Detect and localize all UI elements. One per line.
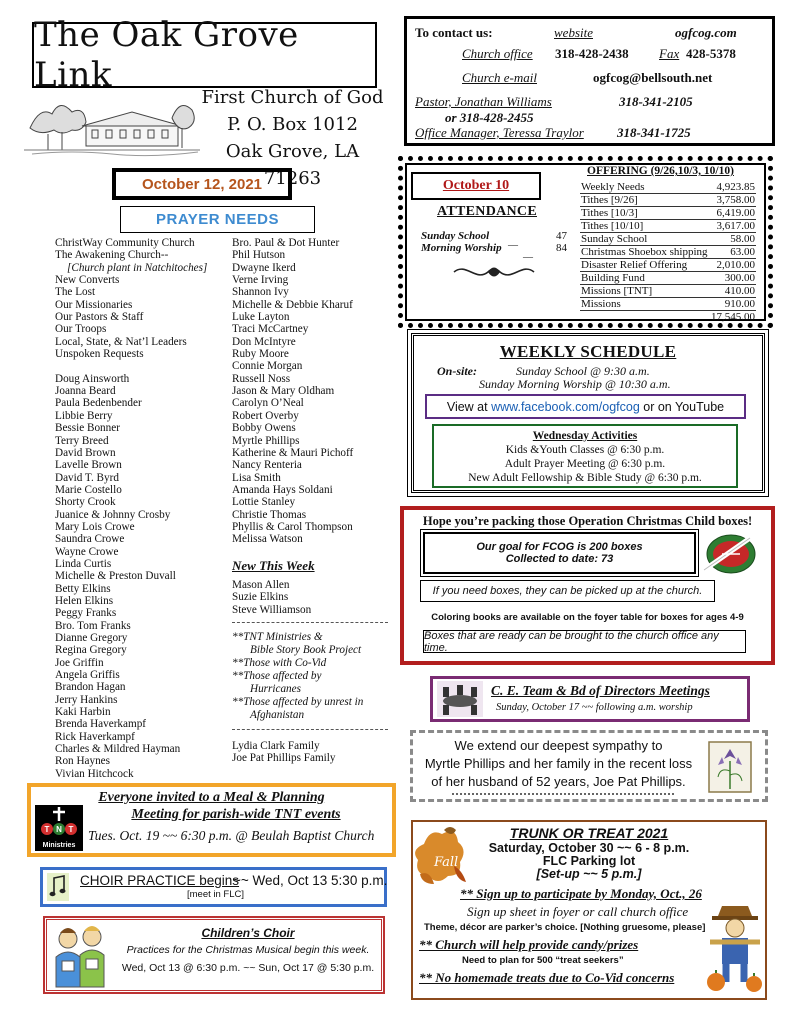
list-item: Lydia Clark Family <box>232 740 320 752</box>
choir-where: [meet in FLC] <box>187 889 245 900</box>
divider <box>452 793 674 795</box>
occ-pickup-box <box>420 580 715 602</box>
choir-title: CHOIR PRACTICE begins <box>80 873 240 888</box>
pastor-label: Pastor, Jonathan Williams <box>415 94 552 109</box>
offering-label: Weekly Needs <box>580 181 710 194</box>
shoebox-logo-icon <box>700 532 758 578</box>
prayer-notes <box>232 631 363 722</box>
prayer-list-item: Shannon Ivy <box>232 286 289 299</box>
prayer-list-item: Regina Gregory <box>55 644 127 657</box>
website-link[interactable]: website <box>554 25 593 40</box>
prayer-list-item: Our Troops <box>55 323 107 336</box>
choir-when: ~~ Wed, Oct 13 5:30 p.m. <box>233 873 388 888</box>
new-this-week-heading: New This Week <box>232 558 315 573</box>
prayer-list-item: Vivian Hitchcock <box>55 767 134 780</box>
prayer-list-item: Robert Overby <box>232 409 299 422</box>
offering-label: Christmas Shoebox shipping <box>580 246 710 259</box>
tnt-line1: Everyone invited to a Meal & Planning <box>98 790 325 805</box>
trunk-sheet: Sign up sheet in foyer or call church office <box>467 904 689 919</box>
office-manager-phone: 318-341-1725 <box>617 125 691 140</box>
logo-word: Ministries <box>42 842 76 849</box>
wednesday-activities-box <box>432 424 738 488</box>
prayer-list-item: Brenda Haverkampf <box>55 718 147 731</box>
prayer-list-item: The Awakening Church-- <box>55 249 169 262</box>
trunk-signup <box>460 886 702 902</box>
offering-row <box>580 220 756 233</box>
prayer-list-item: Jason & Mary Oldham <box>232 385 335 398</box>
offering-total-row <box>580 311 756 324</box>
offering-label: Tithes [10/10] <box>580 220 710 233</box>
prayer-list-item: Kaki Harbin <box>55 706 111 719</box>
childrens-choir-line: Practices for the Christmas Musical begin this week. <box>126 944 370 956</box>
tnt-line2: Meeting for parish-wide TNT events <box>131 807 341 822</box>
occ-goal: Our goal for FCOG is 200 boxes <box>476 541 643 553</box>
list-item: Bible Story Book Project <box>250 644 362 656</box>
offering-value: 6,419.00 <box>710 207 756 220</box>
view-suffix: or on YouTube <box>639 399 725 414</box>
prayer-list-item: Myrtle Phillips <box>232 434 300 447</box>
offering-value: 58.00 <box>710 233 756 246</box>
offering-value: 3,617.00 <box>710 220 756 233</box>
tnt-when: Tues. Oct. 19 ~~ 6:30 p.m. @ Beulah Baptist Church <box>88 828 375 843</box>
prayer-list-item: Marie Costello <box>55 483 122 496</box>
trunk-setup: [Set-up ~~ 5 p.m.] <box>536 867 642 881</box>
list-item: **Those affected by unrest in <box>232 696 364 708</box>
trunk-candy: ** Church will help provide candy/prizes <box>419 937 639 952</box>
facebook-box <box>425 394 746 419</box>
list-item: Joe Pat Phillips Family <box>232 752 336 765</box>
prayer-list-item: Bobby Owens <box>232 422 296 435</box>
attendance-label: Morning Worship <box>421 242 502 254</box>
trunk-signup-text: ** Sign up to participate by Monday, Oct., 26 <box>460 886 702 901</box>
prayer-list-item: ChristWay Community Church <box>55 237 195 249</box>
offering-label: Tithes [10/3] <box>580 207 710 220</box>
offering-label: Sunday School <box>580 233 710 246</box>
trunk-when: Saturday, October 30 ~~ 6 - 8 p.m. <box>488 841 690 855</box>
occ-coloring: Coloring books are available on the foyer table for boxes for ages 4-9 <box>431 612 744 623</box>
sympathy-line: Myrtle Phillips and her family in the recent loss <box>424 756 693 771</box>
offering-table <box>580 181 756 323</box>
prayer-list-item: Bro. Paul & Dot Hunter <box>232 237 340 249</box>
offering-row <box>580 285 756 298</box>
prayer-needs-heading: PRAYER NEEDS <box>156 211 279 228</box>
list-item: Afghanistan <box>250 709 305 721</box>
prayer-list-item: Katherine & Mauri Pichoff <box>232 446 354 459</box>
prayer-list-item: Carolyn O’Neal <box>232 397 304 410</box>
music-note-icon <box>47 873 69 901</box>
prayer-list-item: Christie Thomas <box>232 508 307 521</box>
prayer-list-item: Our Missionaries <box>55 298 133 311</box>
sympathy-message <box>416 737 701 791</box>
prayer-list-item: Juanice & Johnny Crosby <box>55 508 171 521</box>
attendance-label: Sunday School <box>421 230 490 242</box>
offering-total: 17,545.00 <box>711 311 755 323</box>
offering-label: Disaster Relief Offering <box>580 259 710 272</box>
prayer-list-item: Linda Curtis <box>55 557 112 570</box>
office-manager-label: Office Manager, Teressa Traylor <box>415 125 584 140</box>
church-office-phone: 318-428-2438 <box>555 46 629 61</box>
new-names-list <box>232 579 311 616</box>
meeting-table-icon <box>437 681 483 717</box>
logo-letter: N <box>56 825 62 834</box>
offering-label: Missions [TNT] <box>580 285 710 298</box>
prayer-list-item: Doug Ainsworth <box>55 372 130 385</box>
prayer-list-item: Mary Lois Crowe <box>55 520 135 533</box>
offering-value: 410.00 <box>710 285 756 298</box>
prayer-list-item: Dwayne Ikerd <box>232 261 296 274</box>
prayer-list-item: Connie Morgan <box>232 360 303 373</box>
offering-row <box>580 298 756 311</box>
dash: __ <box>523 248 533 259</box>
scarecrow-icon <box>704 902 766 994</box>
offering-label: Building Fund <box>580 272 710 285</box>
offering-value: 910.00 <box>710 298 756 311</box>
trunk-nohome: ** No homemade treats due to Co-Vid concerns <box>419 970 675 985</box>
offering-label: Tithes [9/26] <box>580 194 710 207</box>
list-item: **Those affected by <box>232 670 322 682</box>
prayer-list-item: Libbie Berry <box>55 409 113 422</box>
fax-label: Fax <box>659 46 680 61</box>
prayer-list-column-1 <box>55 237 230 780</box>
offering-label: Missions <box>580 298 710 311</box>
prayer-list-item: Russell Noss <box>232 372 291 385</box>
attendance-date: October 10 <box>442 178 510 193</box>
prayer-needs-heading-box <box>120 206 315 233</box>
ornament-flourish <box>452 262 536 282</box>
wednesday-item: New Adult Fellowship & Bible Study @ 6:30 p.m. <box>468 472 702 484</box>
prayer-list-item <box>55 360 230 372</box>
occ-dropoff-box <box>423 630 746 653</box>
wednesday-item: Kids &Youth Classes @ 6:30 p.m. <box>505 444 665 456</box>
offering-value: 300.00 <box>710 272 756 285</box>
prayer-list-item: Luke Layton <box>232 311 290 324</box>
list-item: Suzie Elkins <box>232 591 289 604</box>
lily-flower-icon <box>708 741 752 793</box>
prayer-list-item: Melissa Watson <box>232 533 303 546</box>
website-value: ogfcog.com <box>675 25 737 40</box>
prayer-list-item: Traci McCartney <box>232 323 309 336</box>
prayer-list-item: Terry Breed <box>55 434 109 447</box>
prayer-list-item: Don McIntyre <box>232 335 296 348</box>
wednesday-item: Adult Prayer Meeting @ 6:30 p.m. <box>504 458 666 470</box>
list-item: Mason Allen <box>232 579 290 591</box>
prayer-list-item: Peggy Franks <box>55 607 117 620</box>
prayer-list-item: Ron Haynes <box>55 755 110 768</box>
list-item: **Those with Co-Vid <box>232 657 327 669</box>
family-list <box>232 740 336 765</box>
prayer-list-item: Jerry Hankins <box>55 693 118 706</box>
contact-box <box>404 16 775 146</box>
prayer-list-item: New Converts <box>55 274 120 287</box>
prayer-list-item: Betty Elkins <box>55 582 111 595</box>
offering-row <box>580 194 756 207</box>
prayer-list-item: Nancy Renteria <box>232 459 302 472</box>
pastor-phone: 318-341-2105 <box>619 94 693 109</box>
sympathy-line: We extend our deepest sympathy to <box>454 738 663 753</box>
dash: __ <box>508 236 518 247</box>
trunk-plan: Need to plan for 500 “treat seekers” <box>462 955 624 966</box>
occ-collected: Collected to date: 73 <box>505 553 614 565</box>
issue-date-box <box>112 168 292 200</box>
prayer-list-item: Saundra Crowe <box>55 533 125 546</box>
ce-title: C. E. Team & Bd of Directors Meetings <box>491 683 710 698</box>
prayer-list-item: Shorty Crook <box>55 496 116 509</box>
prayer-list-item: Unspoken Requests <box>55 348 144 361</box>
occ-heading: Hope you’re packing those Operation Christmas Child boxes! <box>422 514 753 528</box>
prayer-list-item: Phyllis & Carol Thompson <box>232 520 353 533</box>
trunk-theme: Theme, décor are parker’s choice. [Nothing gruesome, please] <box>424 922 706 933</box>
prayer-list-item: Rick Haverkampf <box>55 730 135 743</box>
prayer-list-item: Lottie Stanley <box>232 496 296 509</box>
prayer-list-item: Ruby Moore <box>232 348 289 361</box>
prayer-list-item: Wayne Crowe <box>55 545 119 558</box>
list-item: Hurricanes <box>250 683 301 695</box>
prayer-list-column-2 <box>232 237 402 546</box>
address-line: P. O. Box 1012 <box>227 114 358 135</box>
prayer-list-item: Local, State, & Nat’l Leaders <box>55 335 187 348</box>
prayer-list-item: Verne Irving <box>232 274 289 287</box>
list-item: Steve Williamson <box>232 603 312 616</box>
prayer-list-item: Our Pastors & Staff <box>55 311 144 324</box>
attendance-value: 84 <box>556 242 567 254</box>
offering-value: 63.00 <box>710 246 756 259</box>
ce-when: Sunday, October 17 ~~ following a.m. worship <box>496 702 693 713</box>
divider <box>232 622 388 623</box>
childrens-choir-dates: Wed, Oct 13 @ 6:30 p.m. ~~ Sun, Oct 17 @ 5:30 p.m. <box>121 962 375 974</box>
prayer-list-item: Michelle & Debbie Kharuf <box>232 298 353 311</box>
weekly-schedule-heading: WEEKLY SCHEDULE <box>499 342 677 361</box>
prayer-list-item: The Lost <box>55 286 96 299</box>
offering-value: 2,010.00 <box>710 259 756 272</box>
attendance-value: 47 <box>556 230 567 242</box>
offering-row <box>580 181 756 194</box>
prayer-list-item: Joe Griffin <box>55 656 104 669</box>
prayer-list-item: David Brown <box>55 446 116 459</box>
offering-value: 4,923.85 <box>710 181 756 194</box>
divider <box>232 729 388 730</box>
offering-row <box>580 272 756 285</box>
prayer-list-item: Phil Hutson <box>232 249 286 262</box>
trunk-where: FLC Parking lot <box>542 854 636 868</box>
prayer-list-item: Paula Bedenbender <box>55 397 142 410</box>
prayer-list-item: Charles & Mildred Hayman <box>55 743 181 756</box>
view-prefix: View at <box>446 399 492 414</box>
offering-row <box>580 259 756 272</box>
prayer-list-item: Amanda Hays Soldani <box>232 483 333 496</box>
church-email-label: Church e-mail <box>462 70 537 85</box>
newsletter-title: The Oak Grove Link <box>34 15 299 95</box>
logo-letter: T <box>44 825 50 834</box>
schedule-line: Sunday Morning Worship @ 10:30 a.m. <box>479 377 671 391</box>
pastor-alt-phone: or 318-428-2455 <box>445 110 534 125</box>
attendance-date-box <box>411 172 541 200</box>
address-line: First Church of God <box>201 87 384 108</box>
sympathy-line: of her husband of 52 years, Joe Pat Phillips. <box>431 774 686 789</box>
offering-value: 3,758.00 <box>710 194 756 207</box>
attendance-heading: ATTENDANCE <box>437 204 537 219</box>
prayer-list-item: Joanna Beard <box>55 385 116 398</box>
prayer-list-item: [Church plant in Natchitoches] <box>67 261 208 274</box>
fall-word: Fall <box>434 855 459 870</box>
prayer-list-item: Michelle & Preston Duvall <box>55 570 176 583</box>
prayer-list-item: Lavelle Brown <box>55 459 122 472</box>
church-sketch-image <box>22 88 202 158</box>
logo-letter: T <box>68 825 74 834</box>
prayer-list-item: David T. Byrd <box>55 471 119 484</box>
occ-pickup: If you need boxes, they can be picked up at the church. <box>432 585 703 597</box>
wednesday-heading: Wednesday Activities <box>532 430 638 442</box>
tnt-ministries-logo <box>35 805 83 851</box>
prayer-list-item: Dianne Gregory <box>55 632 128 644</box>
schedule-line: Sunday School @ 9:30 a.m. <box>516 364 650 378</box>
prayer-list-item: Bessie Bonner <box>55 422 120 435</box>
issue-date: October 12, 2021 <box>141 175 263 193</box>
onsite-label: On-site: <box>437 364 477 378</box>
childrens-choir-title: Children’s Choir <box>201 926 295 940</box>
offering-heading: OFFERING (9/26,10/3, 10/10) <box>587 165 734 177</box>
masthead-title-box <box>32 15 377 95</box>
prayer-list-item: Lisa Smith <box>232 471 281 484</box>
offering-row <box>580 246 756 259</box>
occ-dropoff: Boxes that are ready can be brought to the church office any time. <box>424 629 719 654</box>
facebook-link[interactable]: www.facebook.com/ogfcog <box>491 399 640 414</box>
prayer-list-item: Helen Elkins <box>55 594 114 607</box>
children-singing-icon <box>50 923 112 989</box>
occ-goal-box <box>423 532 696 574</box>
list-item: **TNT Ministries & <box>232 631 323 643</box>
trunk-title: TRUNK OR TREAT 2021 <box>509 825 669 841</box>
offering-total-label <box>580 311 710 324</box>
church-email[interactable]: ogfcog@bellsouth.net <box>593 70 713 85</box>
church-office-label: Church office <box>462 46 533 61</box>
prayer-list-item: Bro. Tom Franks <box>55 619 131 632</box>
address-line: Oak Grove, LA 71263 <box>225 141 360 189</box>
offering-row <box>580 207 756 220</box>
prayer-list-item: Brandon Hagan <box>55 681 126 694</box>
prayer-list-item: Angela Griffis <box>55 669 120 682</box>
offering-row <box>580 233 756 246</box>
fax-number: 428-5378 <box>686 46 736 61</box>
contact-heading: To contact us: <box>415 25 493 40</box>
